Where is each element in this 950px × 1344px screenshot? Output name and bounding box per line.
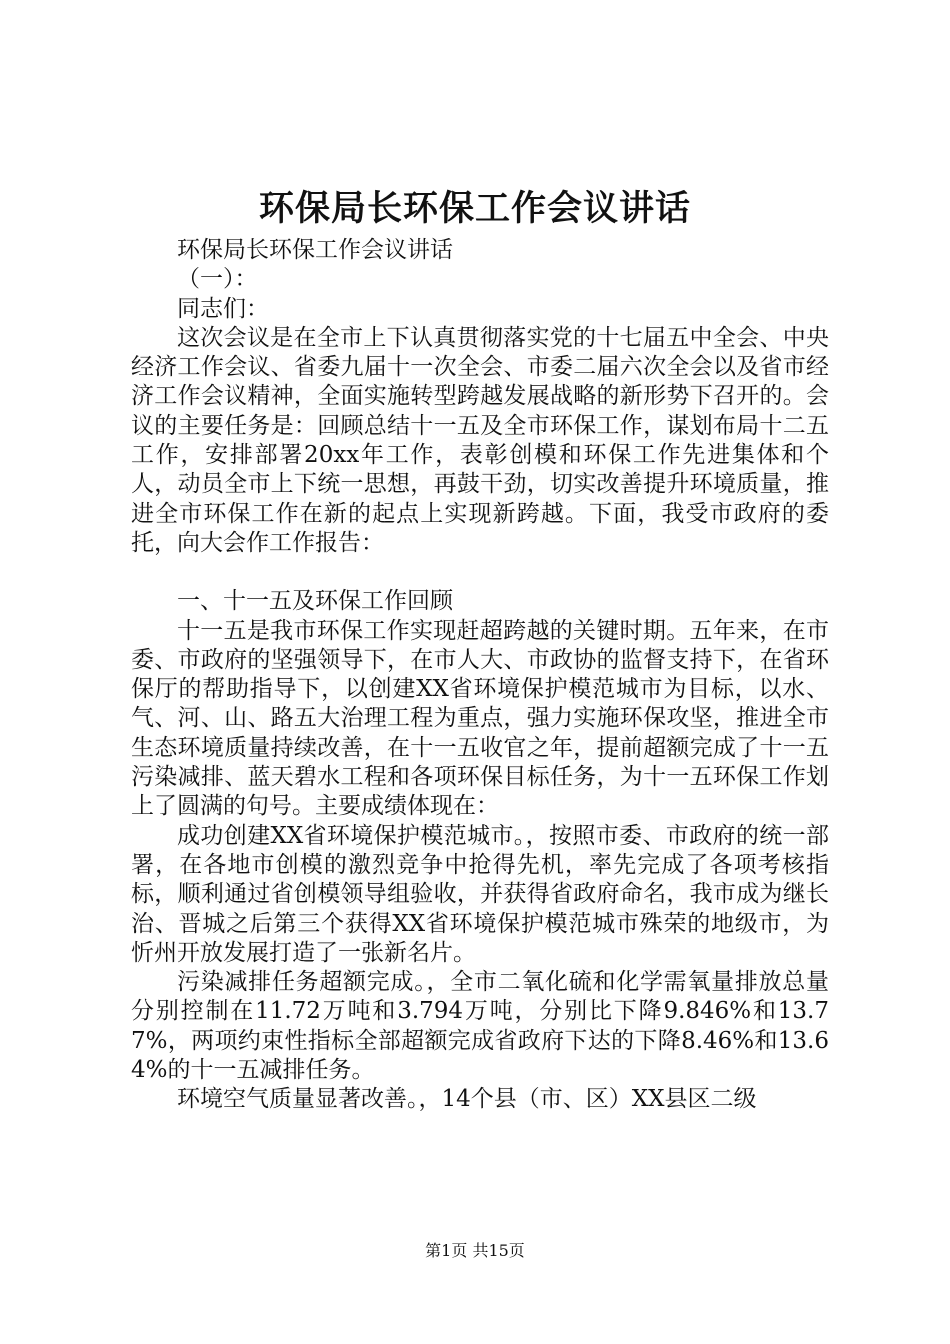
document-body xyxy=(131,236,829,1115)
achievement-paragraph-emission: 污染减排任务超额完成。，全市二氧化硫和化学需氧量排放总量分别控制在11.72万吨和3.794万吨，分别比下降9.846%和13.77%，两项约束性指标全部超额完成省政府下达的下降8.46%和13.64%的十一五减排任务。 xyxy=(131,969,829,1084)
intro-paragraph: 这次会议是在全市上下认真贯彻落实党的十七届五中全会、中央经济工作会议、省委九届十一次全会、市委二届六次全会以及省市经济工作会议精神，全面实施转型跨越发展战略的新形势下召开的。会议的主要任务是：回顾总结十一五及全市环保工作，谋划布局十二五工作，安排部署20xx年工作，表彰创模和环保工作先进集体和个人，动员全市上下统一思想，再鼓干劲，切实改善提升环境质量，推进全市环保工作在新的起点上实现新跨越。下面，我受市政府的委托，向大会作工作报告： xyxy=(131,324,829,556)
document-title: 环保局长环保工作会议讲话 xyxy=(258,189,691,229)
subtitle-paragraph: 环保局长环保工作会议讲话 xyxy=(177,237,453,263)
review-paragraph: 十一五是我市环保工作实现赶超跨越的关键时期。五年来，在市委、市政府的坚强领导下，在市人大、市政协的监督支持下，在省环保厅的帮助指导下，以创建XX省环境保护模范城市为目标，以水、气、河、山、路五大治理工程为重点，强力实施环保攻坚，推进全市生态环境质量持续改善，在十一五收官之年，提前超额完成了十一五污染减排、蓝天碧水工程和各项环保目标任务，为十一五环保工作划上了圆满的句号。主要成绩体现在： xyxy=(131,617,829,820)
achievement-paragraph-model-city: 成功创建XX省环境保护模范城市。，按照市委、市政府的统一部署，在各地市创模的激烈竞争中抢得先机，率先完成了各项考核指标，顺利通过省创模领导组验收，并获得省政府命名，我市成为继长治、晋城之后第三个获得XX省环境保护模范城市殊荣的地级市，为忻州开放发展打造了一张新名片。 xyxy=(131,822,829,966)
section-marker: （一）： xyxy=(177,266,258,293)
section-heading: 一、十一五及环保工作回顾 xyxy=(177,588,453,615)
page-number: 第1页 共15页 xyxy=(425,1241,525,1260)
salutation: 同志们： xyxy=(177,295,269,322)
achievement-paragraph-air-quality: 环境空气质量显著改善。，14个县（市、区）XX县区二级 xyxy=(177,1086,757,1113)
